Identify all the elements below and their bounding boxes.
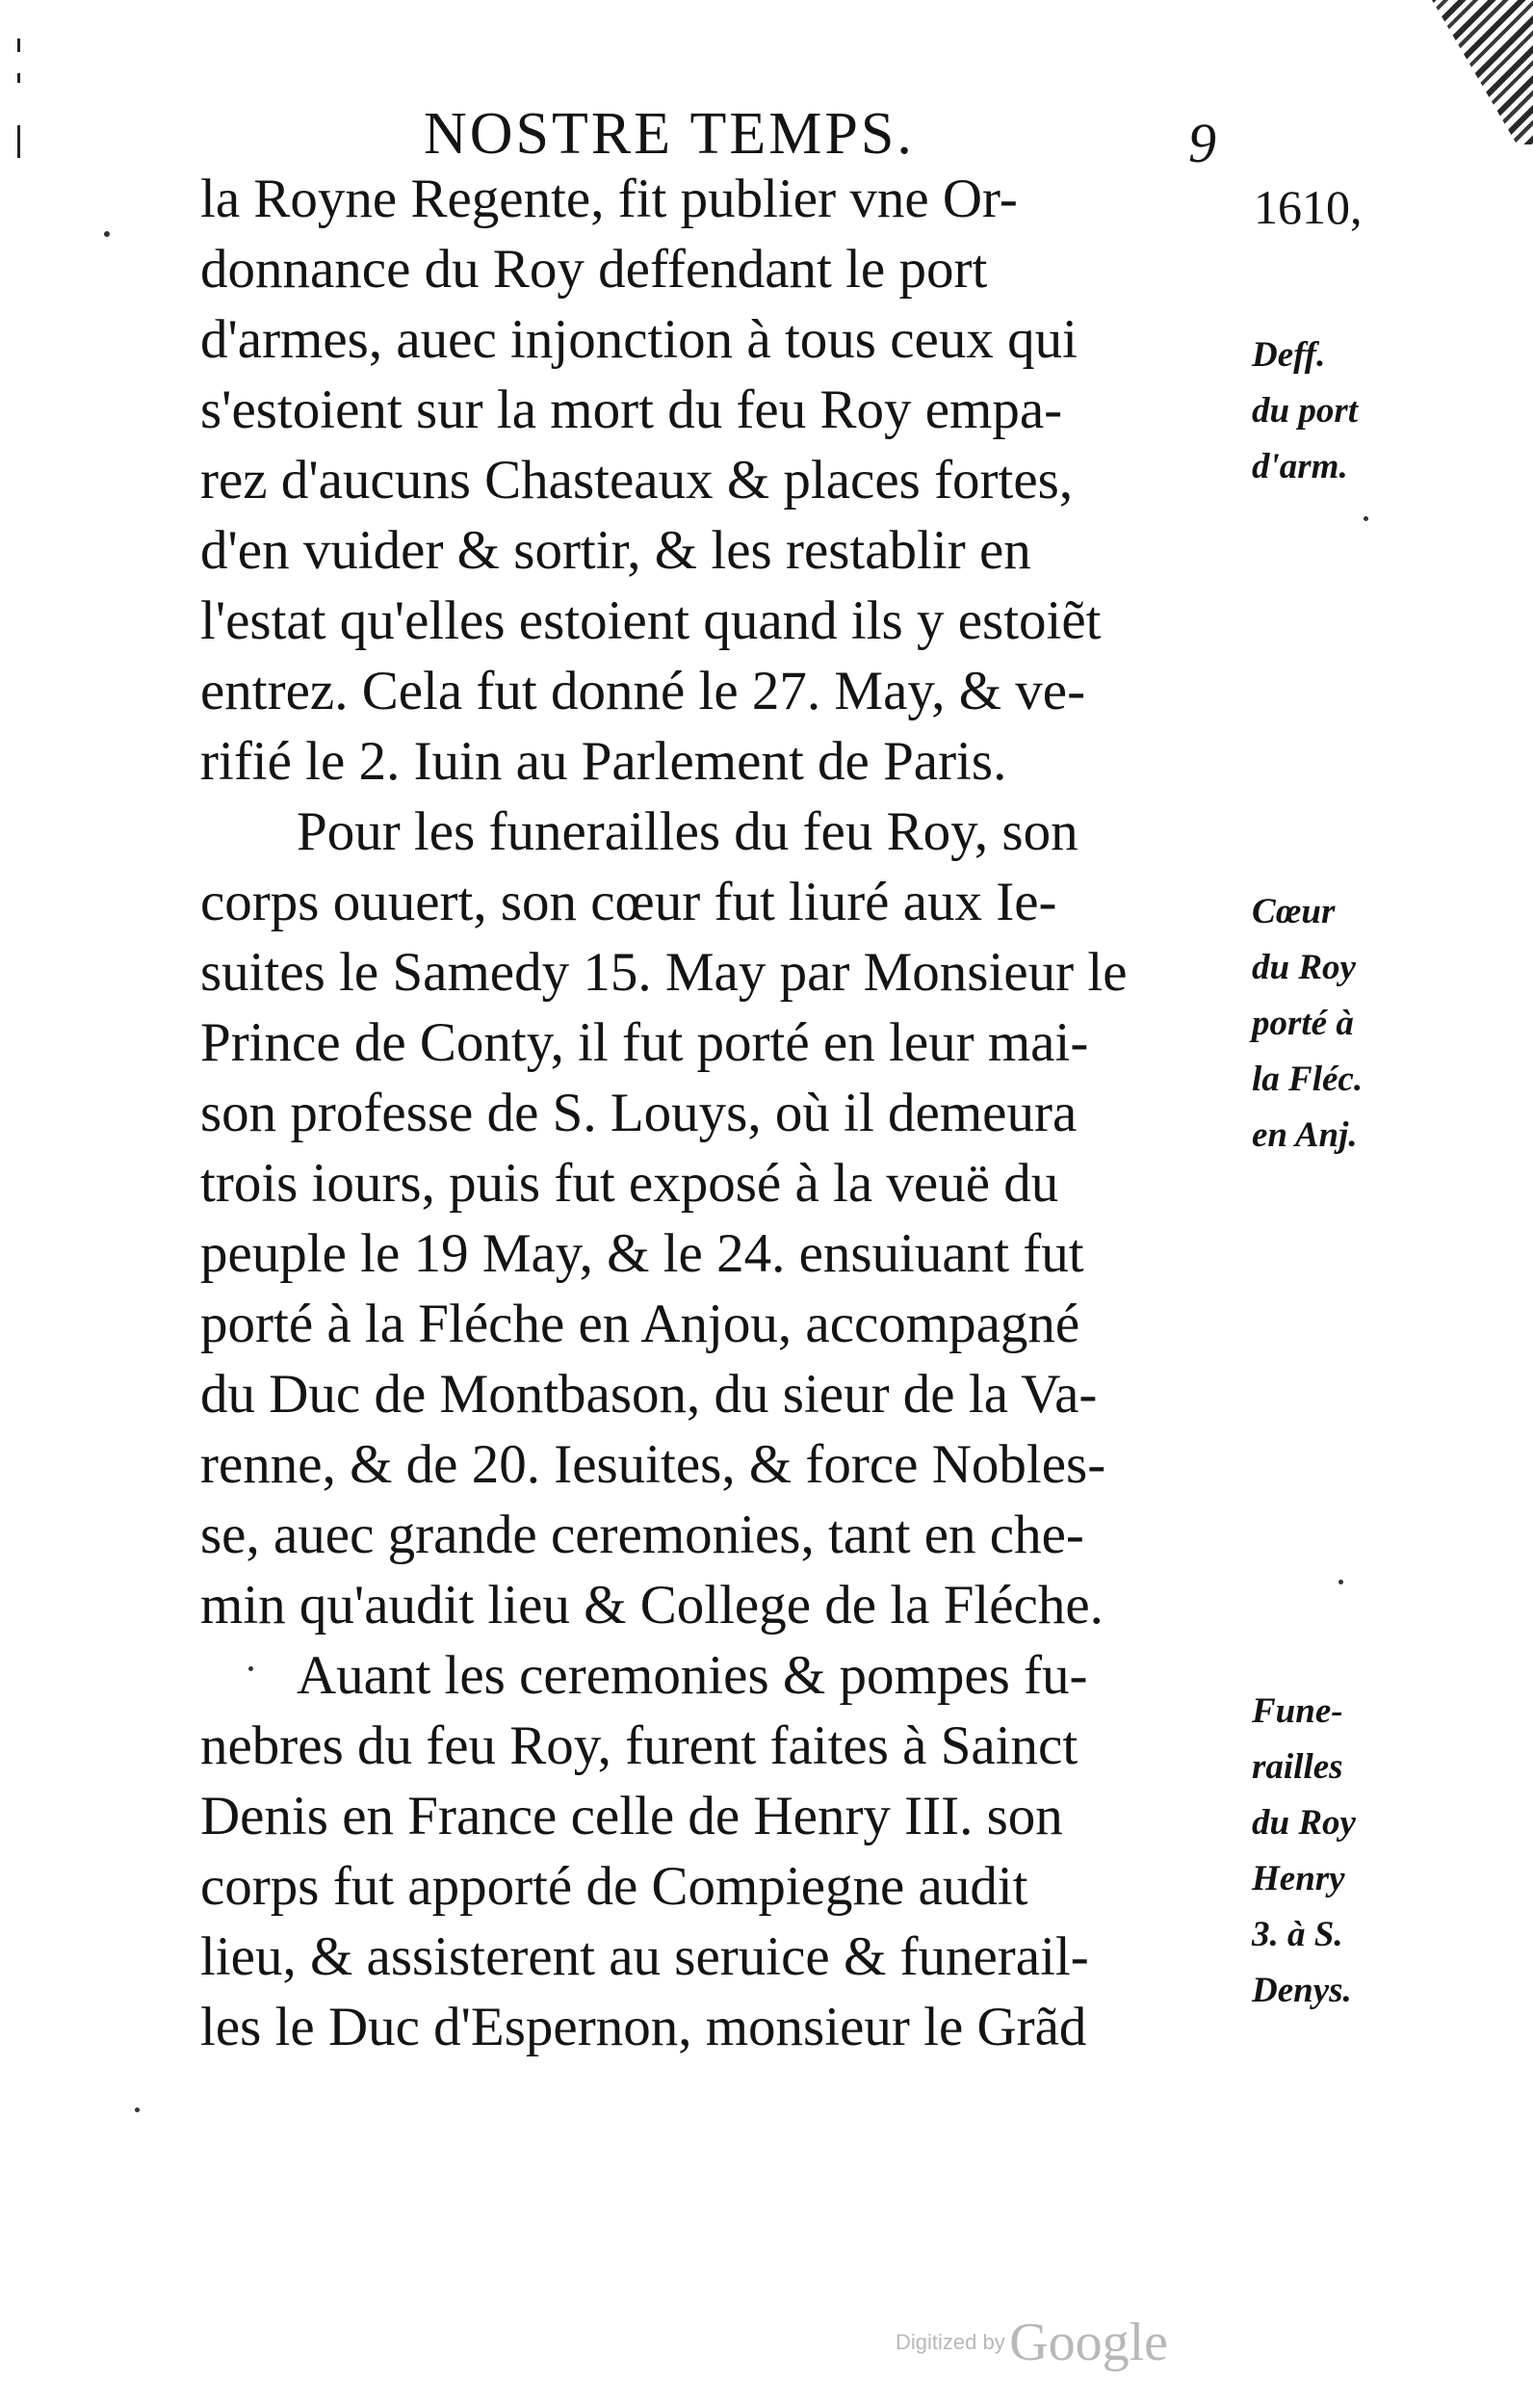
text-line: d'armes, auec injonction à tous ceux qui <box>200 309 1078 370</box>
scan-edge-mark <box>17 73 20 83</box>
margin-year: 1610, <box>1254 180 1363 234</box>
page-number: 9 <box>1188 112 1216 174</box>
margin-note-funerailles <box>1252 1684 1356 2019</box>
margin-note-line: 3. à S. <box>1252 1915 1343 1954</box>
text-line: donnance du Roy deffendant le port <box>200 239 988 300</box>
margin-note-line: Denys. <box>1252 1971 1352 2010</box>
text-line: entrez. Cela fut donné le 27. May, & ve- <box>200 661 1086 721</box>
scan-corner-artifact <box>1398 0 1533 144</box>
margin-note-line: en Anj. <box>1252 1115 1358 1155</box>
margin-note-line: porté à <box>1252 1004 1354 1043</box>
text-line: corps fut apporté de Compiegne audit <box>200 1856 1028 1917</box>
text-line: son professe de S. Louys, où il demeura <box>200 1083 1078 1143</box>
margin-note-line: du Roy <box>1252 1803 1356 1843</box>
text-line: du Duc de Montbason, du sieur de la Va- <box>200 1364 1098 1425</box>
text-line: lieu, & assisterent au seruice & funerail- <box>200 1926 1089 1987</box>
digitization-watermark <box>896 2312 1168 2373</box>
margin-note-line: Henry <box>1252 1859 1345 1898</box>
scan-edge-mark <box>17 39 20 52</box>
text-line: rez d'aucuns Chasteaux & places fortes, <box>200 450 1074 510</box>
text-line: min qu'audit lieu & College de la Fléche. <box>200 1575 1104 1636</box>
text-line: Denis en France celle de Henry III. son <box>200 1786 1063 1846</box>
google-wordmark: Google <box>1009 2313 1169 2372</box>
margin-note-line: Fune- <box>1252 1691 1343 1731</box>
text-line: trois iours, puis fut exposé à la veuë du <box>200 1153 1059 1214</box>
scan-speck <box>1364 516 1368 521</box>
text-line: se, auec grande ceremonies, tant en che- <box>200 1505 1084 1565</box>
text-line: la Royne Regente, fit publier vne Or- <box>200 169 1018 229</box>
text-line: peuple le 19 May, & le 24. ensuiuant fut <box>200 1223 1084 1284</box>
text-line: Prince de Conty, il fut porté en leur mai- <box>200 1012 1089 1073</box>
text-line: les le Duc d'Espernon, monsieur le Grãd <box>200 1997 1087 2057</box>
margin-note-line: d'arm. <box>1252 447 1348 486</box>
main-text <box>200 164 1240 2062</box>
margin-note-coeur-du-roy <box>1252 884 1363 1164</box>
text-line: porté à la Fléche en Anjou, accompagné <box>200 1294 1080 1354</box>
text-line: d'en vuider & sortir, & les restablir en <box>200 520 1031 581</box>
text-line: suites le Samedy 15. May par Monsieur le <box>200 942 1128 1003</box>
margin-note-port-d-armes <box>1252 327 1358 495</box>
margin-note-line: du Roy <box>1252 948 1356 987</box>
scan-speck <box>1338 1580 1343 1584</box>
text-line: renne, & de 20. Iesuites, & force Nobles- <box>200 1434 1106 1495</box>
margin-note-line: du port <box>1252 391 1359 431</box>
scan-speck <box>135 2107 140 2112</box>
margin-note-line: la Fléc. <box>1252 1060 1364 1099</box>
running-head: NOSTRE TEMPS. <box>424 101 915 167</box>
text-line: Auant les ceremonies & pompes fu- <box>297 1645 1088 1706</box>
scan-edge-mark <box>17 125 20 158</box>
text-line: corps ouuert, son cœur fut liuré aux Ie- <box>200 872 1057 932</box>
text-line: l'estat qu'elles estoient quand ils y estoiẽt <box>200 590 1102 651</box>
text-line: rifié le 2. Iuin au Parlement de Paris. <box>200 731 1007 792</box>
margin-note-line: Deff. <box>1252 335 1326 375</box>
text-line: s'estoient sur la mort du feu Roy empa- <box>200 380 1063 440</box>
text-line: nebres du feu Roy, furent faites à Sainct <box>200 1715 1078 1776</box>
digitized-label: Digitized by <box>896 2330 1005 2354</box>
scan-speck <box>104 231 110 237</box>
text-line: Pour les funerailles du feu Roy, son <box>297 801 1078 862</box>
margin-note-line: railles <box>1252 1747 1343 1787</box>
margin-note-line: Cœur <box>1252 892 1336 931</box>
